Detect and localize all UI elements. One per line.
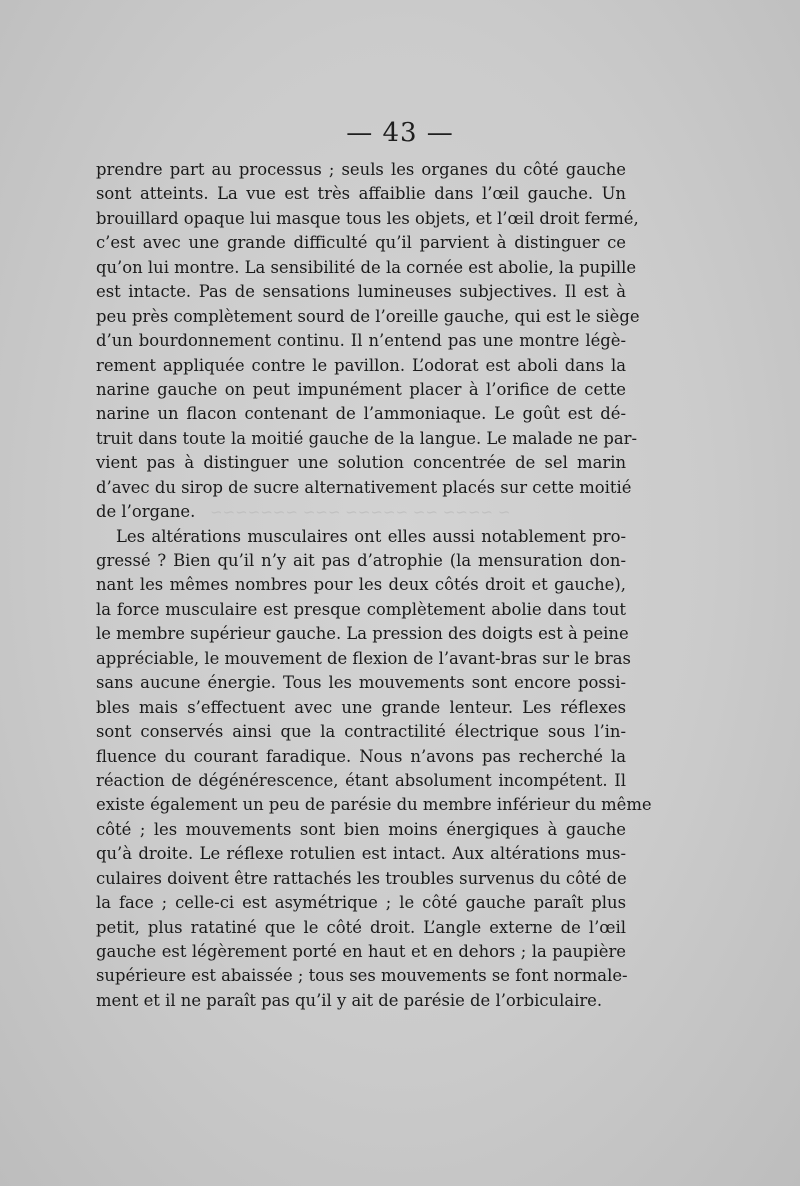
text-line: de l’organe. — [96, 502, 196, 522]
text-line: ment et il ne paraît pas qu’il y ait de parésie de l’orbiculaire. — [96, 990, 603, 1010]
text-line: la force musculaire est presque complètement abolie dans tout — [96, 599, 626, 619]
page-body — [96, 158, 652, 1013]
text-line: gressé ? Bien qu’il n’y ait pas d’atrophie (la mensuration don- — [96, 551, 626, 570]
text-line: la face ; celle-ci est asymétrique ; le côté gauche paraît plus — [96, 893, 626, 913]
text-line: réaction de dégénérescence, étant absolument incompétent. Il — [96, 770, 626, 790]
text-line: truit dans toute la moitié gauche de la langue. Le malade ne par- — [96, 428, 638, 448]
page-number: — 43 — — [346, 118, 454, 148]
text-line: appréciable, le mouvement de flexion de l’avant-bras sur le bras — [96, 648, 631, 668]
text-line: sont conservés ainsi que la contractilité électrique sous l’in- — [96, 722, 626, 742]
text-line: c’est avec une grande difficulté qu’il parvient à distinguer ce — [96, 233, 626, 253]
text-line: sont atteints. La vue est très affaiblie dans l’œil gauche. Un — [96, 184, 626, 204]
text-line: culaires doivent être rattachés les troubles survenus du côté de — [96, 868, 627, 888]
text-line: brouillard opaque lui masque tous les objets, et l’œil droit fermé, — [96, 208, 639, 228]
text-line: côté ; les mouvements sont bien moins énergiques à gauche — [96, 819, 626, 839]
text-line: supérieure est abaissée ; tous ses mouvements se font normale- — [96, 966, 628, 986]
text-line: est intacte. Pas de sensations lumineuses subjectives. Il est à — [96, 282, 626, 302]
text-line: bles mais s’effectuent avec une grande lenteur. Les réflexes — [96, 697, 626, 717]
text-line: existe également un peu de parésie du membre inférieur du même — [96, 795, 652, 815]
text-line: prendre part au processus ; seuls les organes du côté gauche — [96, 160, 626, 179]
text-line: peu près complètement sourd de l’oreille gauche, qui est le siège — [96, 306, 640, 326]
text-line: qu’à droite. Le réflexe rotulien est intact. Aux altérations mus- — [96, 844, 626, 864]
text-line: gauche est légèrement porté en haut et en dehors ; la paupière — [96, 942, 626, 961]
text-line: le membre supérieur gauche. La pression des doigts est à peine — [96, 624, 629, 644]
show-through-shadow: ~ ~~~~ ~~ ~~~~~ ~~~ ~~~~~~~ — [210, 503, 511, 521]
text-line: vient pas à distinguer une solution concentrée de sel marin — [96, 453, 626, 473]
text-line: d’avec du sirop de sucre alternativement placés sur cette moitié — [96, 477, 632, 497]
text-line: narine gauche on peut impunément placer à l’orifice de cette — [96, 379, 626, 399]
text-line: qu’on lui montre. La sensibilité de la cornée est abolie, la pupille — [96, 257, 637, 277]
text-line: narine un flacon contenant de l’ammoniaque. Le goût est dé- — [96, 404, 626, 424]
paragraph-1 — [96, 158, 640, 525]
text-line: d’un bourdonnement continu. Il n’entend pas une montre légè- — [96, 331, 626, 351]
text-line: fluence du courant faradique. Nous n’avons pas recherché la — [96, 746, 626, 766]
text-line: petit, plus ratatiné que le côté droit. L’angle externe de l’œil — [96, 917, 626, 937]
text-line: rement appliquée contre le pavillon. L’odorat est aboli dans la — [96, 355, 626, 375]
text-line: Les altérations musculaires ont elles aussi notablement pro- — [116, 526, 626, 546]
text-line: nant les mêmes nombres pour les deux côtés droit et gauche), — [96, 575, 626, 595]
text-line: sans aucune énergie. Tous les mouvements sont encore possi- — [96, 673, 626, 693]
paragraph-2 — [96, 525, 652, 1014]
